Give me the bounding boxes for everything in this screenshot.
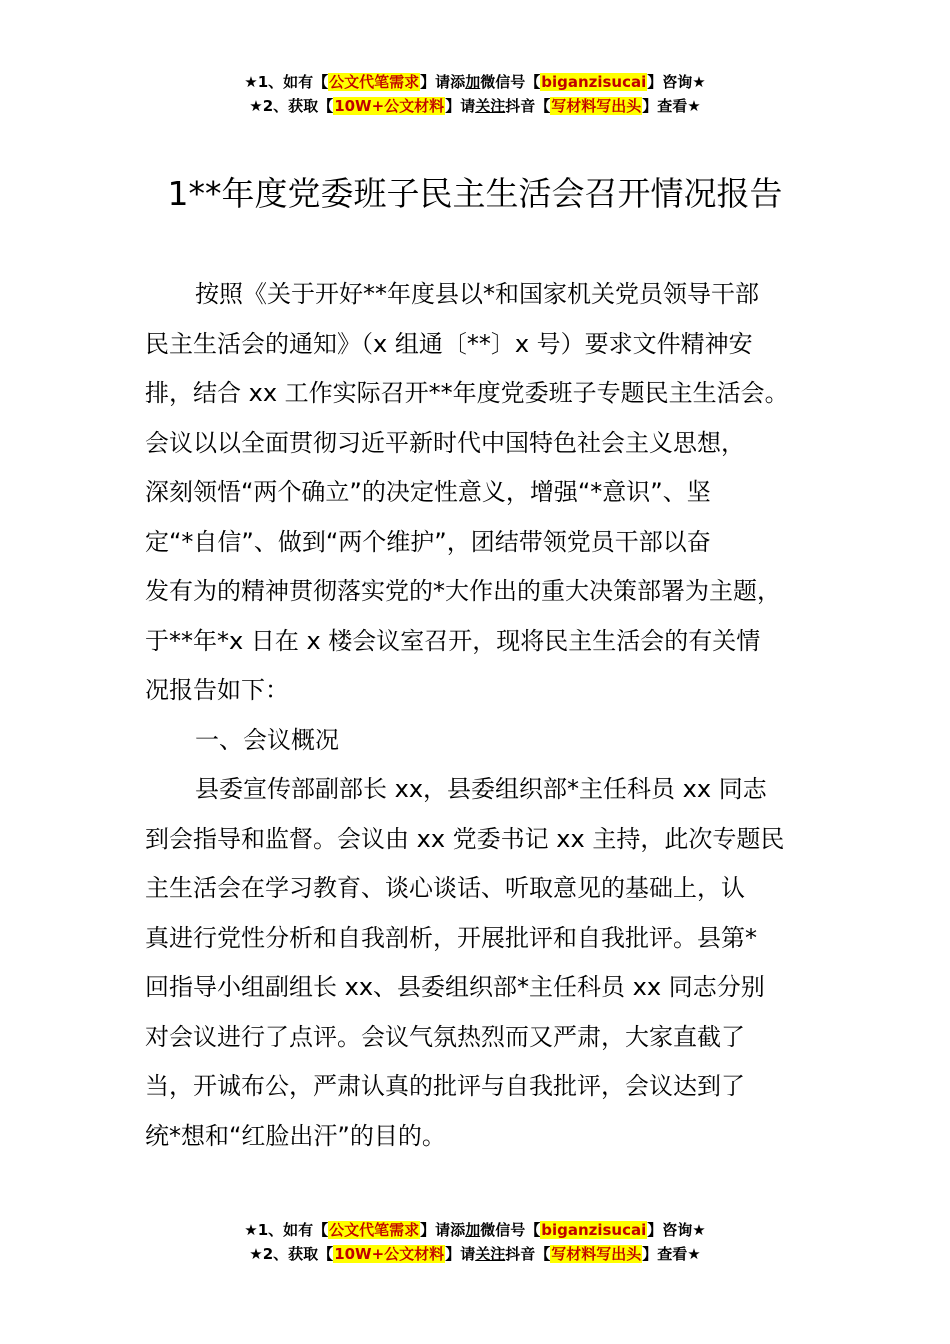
banner-underlined-text: 关注 <box>475 1245 506 1263</box>
banner-highlight-douyin: 写材料写出头 <box>551 1245 642 1263</box>
banner-text: ★2、获取【 <box>249 97 334 115</box>
banner-underlined-text: 加 <box>465 73 481 91</box>
banner-highlight-wechat-id: biganzisucai <box>541 73 647 91</box>
paragraph-line: 按照《关于开好**年度县以*和国家机关党员领导干部 <box>195 280 759 308</box>
banner-line-1 <box>0 70 950 94</box>
banner-highlight-douyin: 写材料写出头 <box>551 97 642 115</box>
paragraph-line: 统*想和“红脸出汗”的目的。 <box>145 1121 446 1150</box>
banner-line-2 <box>0 1242 950 1266</box>
banner-highlight-service: 公文代笔需求 <box>329 1221 420 1239</box>
banner-highlight-materials: 10W+公文材料 <box>334 97 445 115</box>
paragraph-line: 定“*自信”、做到“两个维护”，团结带领党员干部以奋 <box>145 527 711 556</box>
banner-text: 】请添 <box>420 73 466 91</box>
banner-text: 】查看★ <box>642 1245 701 1263</box>
paragraph-line: 深刻领悟“两个确立”的决定性意义，增强“*意识”、坚 <box>145 478 711 506</box>
section-heading: 一、会议概况 <box>195 725 339 754</box>
banner-highlight-service: 公文代笔需求 <box>329 73 420 91</box>
paragraph-line: 县委宣传部副部长 xx，县委组织部*主任科员 xx 同志 <box>195 775 767 803</box>
paragraph-line: 排，结合 xx 工作实际召开**年度党委班子专题民主生活会。 <box>145 379 789 407</box>
paragraph-line: 况报告如下： <box>145 676 289 704</box>
paragraph-line: 民主生活会的通知》（x 组通〔**〕x 号）要求文件精神安 <box>145 329 753 358</box>
banner-text: 】咨询★ <box>647 73 706 91</box>
banner-text: 】查看★ <box>642 97 701 115</box>
paragraph-line: 当，开诚布公，严肃认真的批评与自我批评，会议达到了 <box>145 1072 745 1100</box>
bottom-banner <box>0 1218 950 1266</box>
banner-underlined-text: 加 <box>465 1221 481 1239</box>
paragraph-line: 回指导小组副组长 xx、县委组织部*主任科员 xx 同志分别 <box>145 973 765 1001</box>
paragraph-line: 真进行党性分析和自我剖析，开展批评和自我批评。县第* <box>145 923 757 952</box>
paragraph-line: 于**年*x 日在 x 楼会议室召开，现将民主生活会的有关情 <box>145 626 761 655</box>
banner-text: 抖音【 <box>505 1245 551 1263</box>
banner-text: ★1、如有【 <box>244 73 329 91</box>
banner-text: 】请 <box>445 1245 476 1263</box>
paragraph-line: 对会议进行了点评。会议气氛热烈而又严肃，大家直截了 <box>145 1022 745 1051</box>
paragraph-line: 主生活会在学习教育、谈心谈话、听取意见的基础上，认 <box>145 874 745 902</box>
banner-text: 】请添 <box>420 1221 466 1239</box>
paragraph-line: 发有为的精神贯彻落实党的*大作出的重大决策部署为主题， <box>145 577 781 605</box>
banner-text: 】请 <box>445 97 476 115</box>
banner-text: ★2、获取【 <box>249 1245 334 1263</box>
paragraph-line: 会议以以全面贯彻习近平新时代中国特色社会主义思想， <box>145 428 745 457</box>
document-title: 1**年度党委班子民主生活会召开情况报告 <box>167 174 783 213</box>
banner-text: 抖音【 <box>505 97 551 115</box>
banner-highlight-materials: 10W+公文材料 <box>334 1245 445 1263</box>
top-banner <box>0 70 950 118</box>
banner-line-2 <box>0 94 950 118</box>
banner-text: 微信号【 <box>480 1221 541 1239</box>
banner-text: ★1、如有【 <box>244 1221 329 1239</box>
banner-text: 】咨询★ <box>647 1221 706 1239</box>
banner-highlight-wechat-id: biganzisucai <box>541 1221 647 1239</box>
document-body <box>145 270 835 1161</box>
banner-text: 微信号【 <box>480 73 541 91</box>
paragraph-line: 到会指导和监督。会议由 xx 党委书记 xx 主持，此次专题民 <box>145 824 785 853</box>
banner-underlined-text: 关注 <box>475 97 506 115</box>
banner-line-1 <box>0 1218 950 1242</box>
